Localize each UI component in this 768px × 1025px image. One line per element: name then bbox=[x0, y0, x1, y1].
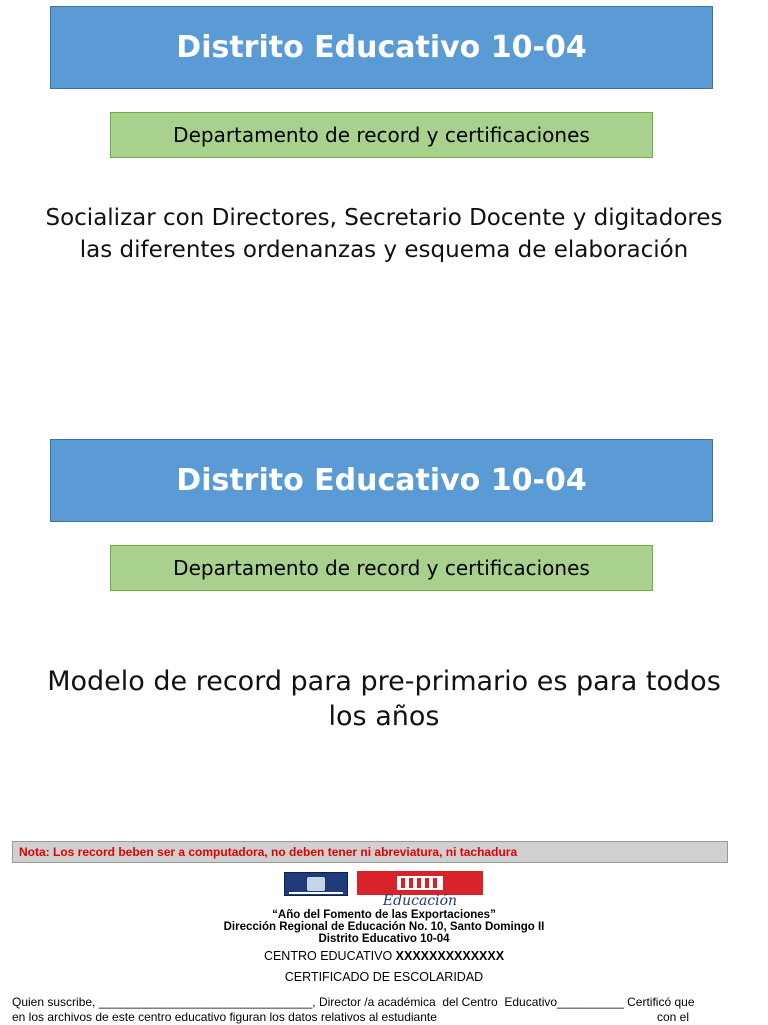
department-banner bbox=[110, 545, 653, 591]
slide-title: Distrito Educativo 10-04 bbox=[176, 30, 587, 65]
note-banner bbox=[12, 841, 728, 863]
department-label: Departamento de record y certificaciones bbox=[173, 556, 590, 580]
ministerio-educacion-logo bbox=[357, 871, 483, 909]
slide-body-text: Socializar con Directores, Secretario Docente y digitadores las diferentes ordenanzas y esquema de elaboración bbox=[45, 205, 723, 263]
certificate-paragraph bbox=[12, 995, 752, 1025]
department-banner bbox=[110, 112, 653, 158]
centro-label: CENTRO EDUCATIVO bbox=[263, 949, 396, 963]
logo-wordmark: Educación bbox=[382, 893, 458, 909]
paragraph-line-2: en los archivos de este centro educativo figuran los datos relativos al estudiante con el bbox=[12, 1010, 689, 1024]
paragraph-line-1: Quien suscribe, ________________________________, Director /a académica del Centro Educativo__________ Certificó que bbox=[12, 995, 695, 1009]
department-label: Departamento de record y certificaciones bbox=[173, 123, 590, 147]
slide-title: Distrito Educativo 10-04 bbox=[176, 463, 587, 498]
centro-educativo-line bbox=[0, 948, 768, 964]
regional-line: Dirección Regional de Educación No. 10, Santo Domingo II bbox=[223, 921, 545, 933]
note-text: Nota: Los record beben ser a computadora, no deben tener ni abreviatura, ni tachadura bbox=[19, 845, 518, 859]
slide-body-text: Modelo de record para pre-primario es para todos los años bbox=[47, 666, 721, 732]
motto-line: “Año del Fomento de las Exportaciones” bbox=[272, 909, 496, 921]
slide-title-banner bbox=[50, 6, 713, 89]
centro-value: XXXXXXXXXXXXX bbox=[395, 949, 505, 963]
distrito-line: Distrito Educativo 10-04 bbox=[318, 933, 450, 945]
certificate-title: CERTIFICADO DE ESCOLARIDAD bbox=[284, 970, 484, 984]
ministry-seal-logo bbox=[284, 872, 348, 896]
slide-title-banner bbox=[50, 439, 713, 522]
